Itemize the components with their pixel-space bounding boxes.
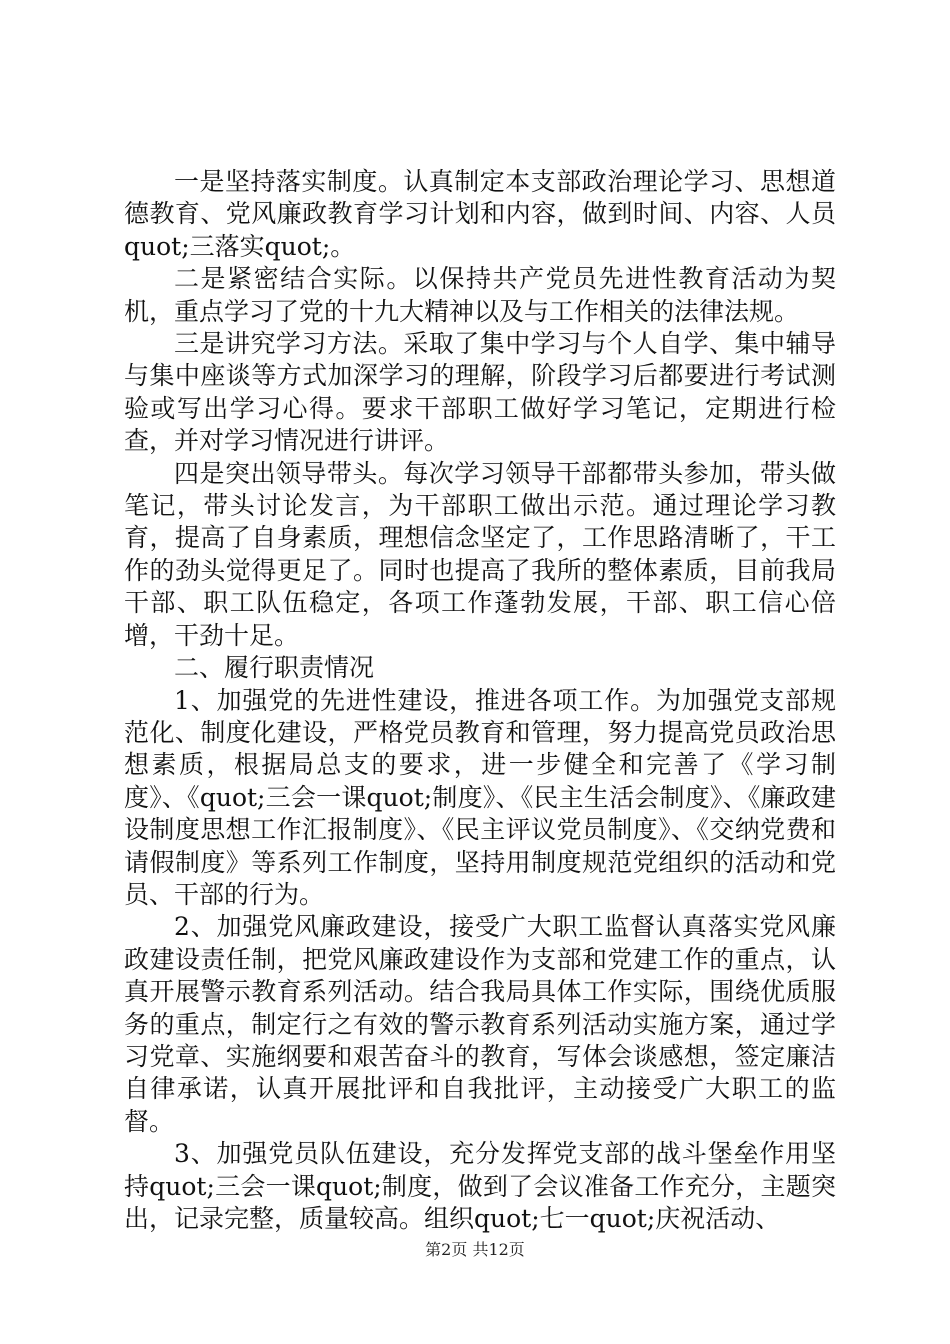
paragraph-1: 一是坚持落实制度。认真制定本支部政治理论学习、思想道德教育、党风廉政教育学习计划和内容，做到时间、内容、人员quot;三落实quot;。	[124, 167, 836, 261]
paragraph-7: 3、加强党员队伍建设，充分发挥党支部的战斗堡垒作用坚持quot;三会一课quot;制度，做到了会议准备工作充分，主题突出，记录完整，质量较高。组织quot;七一quot;庆祝活动、	[124, 1139, 836, 1233]
document-body	[124, 166, 836, 1235]
paragraph-4: 四是突出领导带头。每次学习领导干部都带头参加，带头做笔记，带头讨论发言，为干部职工做出示范。通过理论学习教育，提高了自身素质，理想信念坚定了，工作思路清晰了，干工作的劲头觉得更足了。同时也提高了我所的整体素质，目前我局干部、职工队伍稳定，各项工作蓬勃发展，干部、职工信心倍增，干劲十足。	[124, 458, 836, 650]
paragraph-3: 三是讲究学习方法。采取了集中学习与个人自学、集中辅导与集中座谈等方式加深学习的理解，阶段学习后都要进行考试测验或写出学习心得。要求干部职工做好学习笔记，定期进行检查，并对学习情况进行讲评。	[124, 329, 836, 456]
section-heading: 二、履行职责情况	[174, 653, 375, 683]
paragraph-6: 2、加强党风廉政建设，接受广大职工监督认真落实党风廉政建设责任制，把党风廉政建设作为支部和党建工作的重点，认真开展警示教育系列活动。结合我局具体工作实际，围绕优质服务的重点，制定行之有效的警示教育系列活动实施方案，通过学习党章、实施纲要和艰苦奋斗的教育，写体会谈感想，签定廉洁自律承诺，认真开展批评和自我批评，主动接受广大职工的监督。	[124, 912, 836, 1136]
paragraph-5: 1、加强党的先进性建设，推进各项工作。为加强党支部规范化、制度化建设，严格党员教育和管理，努力提高党员政治思想素质，根据局总支的要求，进一步健全和完善了《学习制度》、《quot;三会一课quot;制度》、《民主生活会制度》、《廉政建设制度思想工作汇报制度》、《民主评议党员制度》、《交纳党费和请假制度》等系列工作制度，坚持用制度规范党组织的活动和党员、干部的行为。	[124, 685, 836, 909]
paragraph-2: 二是紧密结合实际。以保持共产党员先进性教育活动为契机，重点学习了党的十九大精神以及与工作相关的法律法规。	[124, 264, 836, 326]
page-number: 第2页 共12页	[425, 1240, 525, 1259]
